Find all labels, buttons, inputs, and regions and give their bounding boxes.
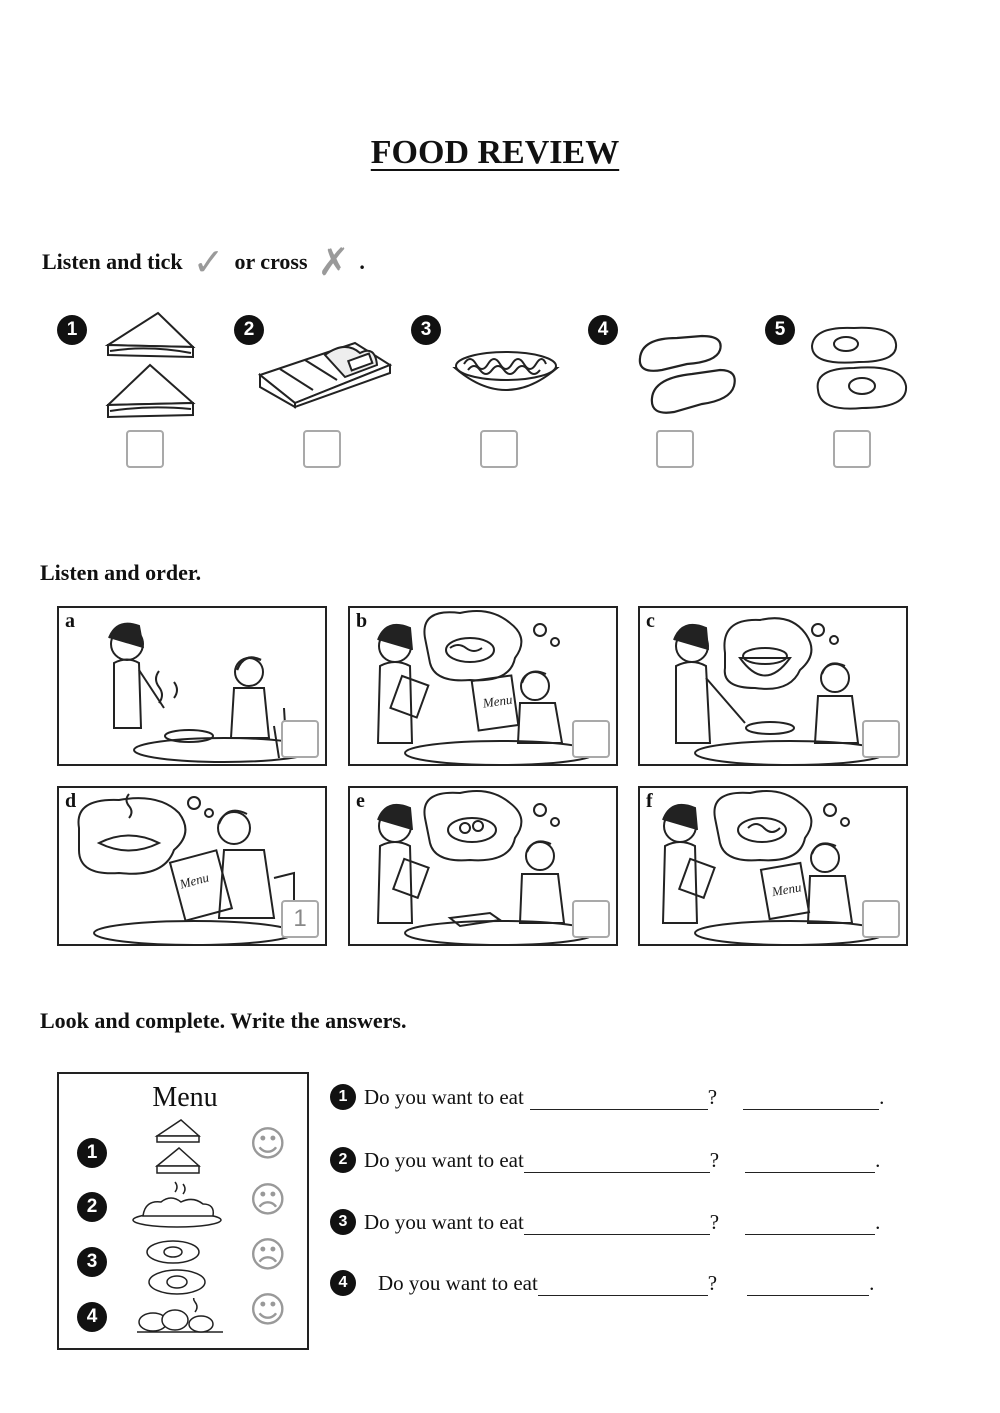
item-number-badge: 1 [57, 315, 87, 345]
story-panel-c [638, 606, 908, 766]
item-number-badge: 2 [234, 315, 264, 345]
tick-box-5[interactable] [833, 430, 871, 468]
answer-line-2[interactable] [745, 1150, 875, 1173]
item-number-badge: 5 [765, 315, 795, 345]
eggs-icon [143, 1238, 209, 1298]
food-blank-2[interactable] [524, 1150, 710, 1173]
item-number-badge: 4 [588, 315, 618, 345]
menu-book-text: Menu [481, 691, 514, 711]
cross-icon: ✗ [317, 240, 350, 284]
panel-letter: a [65, 610, 75, 632]
question-text: Do you want to eat [364, 1085, 524, 1109]
answer-line-3[interactable] [745, 1212, 875, 1235]
section2-heading: Listen and order. [40, 560, 202, 585]
happy-face-icon: ☺ [249, 1290, 287, 1331]
menu-book-text: Menu [770, 879, 803, 900]
panel-letter: e [356, 790, 365, 812]
section1-heading-middle: or cross [234, 249, 308, 274]
tick-box-2[interactable] [303, 430, 341, 468]
section3-heading: Look and complete. Write the answers. [40, 1008, 407, 1033]
answer-line-1[interactable] [743, 1087, 879, 1110]
panel-letter: d [65, 790, 77, 812]
question-3 [330, 1209, 880, 1235]
sandwich-icon [153, 1116, 203, 1178]
sad-face-icon: ☹ [249, 1235, 287, 1276]
story-panel-b [348, 606, 618, 766]
story-panel-e [348, 786, 618, 946]
page-title: FOOD REVIEW [370, 134, 620, 171]
sausages-icon [632, 328, 742, 418]
story-panel-d [57, 786, 327, 946]
food-blank-1[interactable] [530, 1087, 708, 1110]
tick-box-3[interactable] [480, 430, 518, 468]
food-blank-4[interactable] [538, 1273, 708, 1296]
panel-letter: b [356, 610, 368, 632]
chicken-icon [131, 1178, 223, 1230]
order-box-d[interactable]: 1 [281, 900, 319, 938]
sandwich-icon [98, 305, 206, 425]
menu-item-number: 2 [77, 1192, 107, 1222]
menu-book-text: Menu [177, 869, 211, 892]
question-mark: ? [707, 1085, 718, 1109]
question-mark: ? [709, 1148, 720, 1172]
answer-period: . [869, 1271, 875, 1295]
answer-line-4[interactable] [747, 1273, 869, 1296]
section1-heading-end: . [359, 249, 365, 274]
menu-title: Menu [152, 1082, 218, 1113]
order-box-c[interactable] [862, 720, 900, 758]
panel-letter: c [646, 610, 655, 632]
question-mark: ? [707, 1271, 718, 1295]
section1-heading-text: Listen and tick [42, 249, 183, 274]
section1-heading [42, 240, 365, 284]
question-1 [330, 1084, 884, 1110]
menu-item-number: 4 [77, 1302, 107, 1332]
food-blank-3[interactable] [524, 1212, 710, 1235]
menu-card [57, 1072, 309, 1350]
tick-icon: ✓ [192, 240, 225, 284]
eggs-icon [804, 322, 914, 414]
order-box-a[interactable] [281, 720, 319, 758]
panel-letter: f [646, 790, 653, 812]
sad-face-icon: ☹ [249, 1180, 287, 1221]
question-text: Do you want to eat [378, 1271, 538, 1295]
order-box-f[interactable] [862, 900, 900, 938]
question-mark: ? [709, 1210, 720, 1234]
question-2 [330, 1147, 880, 1173]
question-text: Do you want to eat [364, 1148, 524, 1172]
question-number: 2 [330, 1147, 356, 1173]
story-panel-f [638, 786, 908, 946]
order-box-b[interactable] [572, 720, 610, 758]
answer-period: . [875, 1210, 881, 1234]
tick-box-4[interactable] [656, 430, 694, 468]
noodles-icon [450, 340, 562, 408]
question-4 [330, 1270, 874, 1296]
tick-box-1[interactable] [126, 430, 164, 468]
menu-item-number: 3 [77, 1247, 107, 1277]
happy-face-icon: ☺ [249, 1124, 287, 1165]
question-number: 1 [330, 1084, 356, 1110]
item-number-badge: 3 [411, 315, 441, 345]
question-text: Do you want to eat [364, 1210, 524, 1234]
order-box-e[interactable] [572, 900, 610, 938]
potatoes-icon [135, 1298, 225, 1338]
answer-period: . [879, 1085, 885, 1109]
answer-period: . [875, 1148, 881, 1172]
chocolate-icon [255, 335, 395, 410]
question-number: 3 [330, 1209, 356, 1235]
story-panel-a [57, 606, 327, 766]
menu-item-number: 1 [77, 1138, 107, 1168]
question-number: 4 [330, 1270, 356, 1296]
